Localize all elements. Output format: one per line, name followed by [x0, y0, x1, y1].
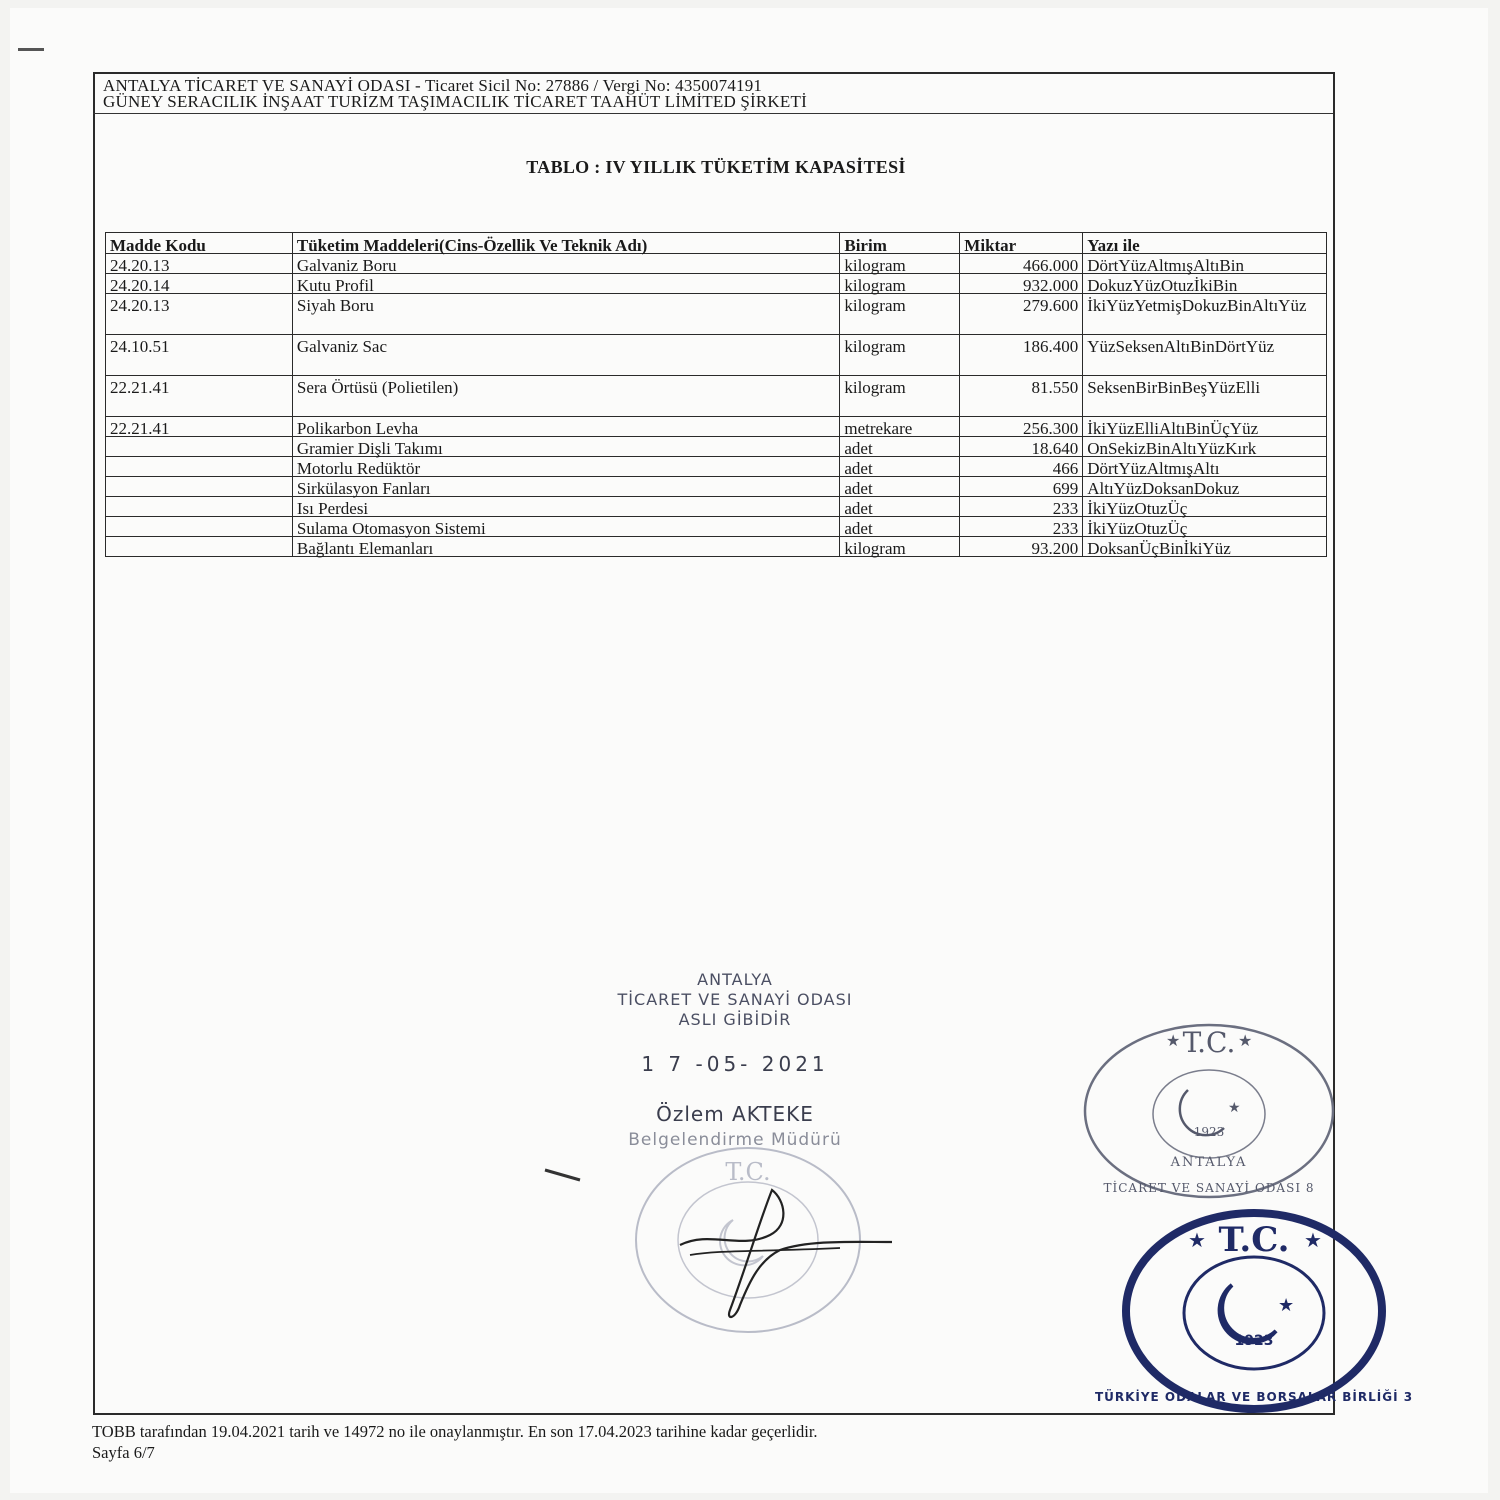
table-title: TABLO : IV YILLIK TÜKETİM KAPASİTESİ — [526, 157, 906, 177]
cell-item: Isı Perdesi — [292, 497, 840, 517]
cell-quantity: 699 — [960, 477, 1083, 497]
seal-year: 1923 — [1193, 1125, 1225, 1139]
cell-code — [106, 437, 293, 457]
column-header-quantity: Miktar — [960, 233, 1083, 254]
cell-item: Gramier Dişli Takımı — [292, 437, 840, 457]
cell-quantity: 81.550 — [960, 376, 1083, 417]
cell-unit: adet — [840, 437, 960, 457]
stamp-certified-copy: ASLI GİBİDİR — [678, 1010, 792, 1029]
cell-unit: metrekare — [840, 417, 960, 437]
cell-item: Siyah Boru — [292, 294, 840, 335]
cell-item: Motorlu Redüktör — [292, 457, 840, 477]
document-footer — [92, 1421, 818, 1463]
cell-item: Galvaniz Boru — [292, 254, 840, 274]
cell-quantity: 233 — [960, 497, 1083, 517]
seal-ring-text: TİCARET VE SANAYİ ODASI 8 — [1103, 1181, 1315, 1195]
cell-quantity: 279.600 — [960, 294, 1083, 335]
svg-text:★: ★ — [1278, 1295, 1295, 1315]
signature — [540, 1160, 900, 1330]
header-divider — [93, 113, 1333, 114]
seal-year: 1923 — [1234, 1333, 1274, 1349]
cell-quantity: 18.640 — [960, 437, 1083, 457]
cell-unit: adet — [840, 517, 960, 537]
cell-quantity: 233 — [960, 517, 1083, 537]
cell-in-words: İkiYüzElliAltıBinÜçYüz — [1083, 417, 1327, 437]
cell-code: 22.21.41 — [106, 417, 293, 437]
cell-in-words: İkiYüzOtuzÜç — [1083, 517, 1327, 537]
stamp-date: 1 7 -05- 2021 — [641, 1052, 829, 1076]
cell-in-words: DoksanÜçBinİkiYüz — [1083, 537, 1327, 557]
header-line-company: GÜNEY SERACILIK İNŞAAT TURİZM TAŞIMACILIK TİCARET TAAHÜT LİMİTED ŞİRKETİ — [103, 92, 807, 111]
chamber-seal — [1078, 1016, 1340, 1206]
cell-item: Galvaniz Sac — [292, 335, 840, 376]
signatory-name: Özlem AKTEKE — [656, 1102, 814, 1126]
cell-item: Bağlantı Elemanları — [292, 537, 840, 557]
cell-quantity: 256.300 — [960, 417, 1083, 437]
column-header-code: Madde Kodu — [106, 233, 293, 254]
cell-in-words: DörtYüzAltmışAltı — [1083, 457, 1327, 477]
cell-code: 24.20.13 — [106, 254, 293, 274]
cell-item: Sera Örtüsü (Polietilen) — [292, 376, 840, 417]
cell-code: 24.10.51 — [106, 335, 293, 376]
cell-item: Sulama Otomasyon Sistemi — [292, 517, 840, 537]
table-row — [106, 517, 1327, 537]
cell-code — [106, 477, 293, 497]
table-row — [106, 335, 1327, 376]
cell-unit: kilogram — [840, 254, 960, 274]
column-header-unit: Birim — [840, 233, 960, 254]
svg-text:T.C.: T.C. — [725, 1158, 771, 1186]
seal-top-text: T.C. — [1182, 1026, 1236, 1059]
svg-text:★: ★ — [1304, 1230, 1322, 1252]
svg-text:★: ★ — [1228, 1101, 1241, 1116]
document-header — [103, 78, 1333, 110]
page-number: Sayfa 6/7 — [92, 1443, 155, 1462]
column-header-item: Tüketim Maddeleri(Cins-Özellik Ve Teknik Adı) — [292, 233, 840, 254]
cell-quantity: 932.000 — [960, 274, 1083, 294]
table-header-row — [106, 233, 1327, 254]
seal-ring-text: TÜRKİYE ODALAR VE BORSALAR BİRLİĞİ 3 — [1094, 1390, 1414, 1404]
cell-unit: kilogram — [840, 537, 960, 557]
table-row — [106, 254, 1327, 274]
consumption-table — [105, 232, 1327, 557]
certified-copy-stamp — [520, 970, 950, 1150]
cell-quantity: 466 — [960, 457, 1083, 477]
cell-unit: kilogram — [840, 376, 960, 417]
cell-code — [106, 457, 293, 477]
tobb-seal — [1094, 1205, 1414, 1417]
svg-text:★: ★ — [1188, 1230, 1206, 1252]
svg-text:★: ★ — [1166, 1033, 1181, 1050]
cell-quantity: 186.400 — [960, 335, 1083, 376]
cell-unit: adet — [840, 497, 960, 517]
cell-unit: kilogram — [840, 294, 960, 335]
signatory-role: Belgelendirme Müdürü — [628, 1130, 842, 1150]
table-row — [106, 274, 1327, 294]
seal-middle-text: ANTALYA — [1170, 1155, 1248, 1170]
approval-note: TOBB tarafından 19.04.2021 tarih ve 14972 no ile onaylanmıştır. En son 17.04.2023 tarihine kadar geçerlidir. — [92, 1422, 818, 1441]
table-row — [106, 294, 1327, 335]
cell-in-words: AltıYüzDoksanDokuz — [1083, 477, 1327, 497]
seal-top-text: T.C. — [1218, 1220, 1290, 1260]
header-line-chamber: ANTALYA TİCARET VE SANAYİ ODASI - Ticaret Sicil No: 27886 / Vergi No: 4350074191 — [103, 76, 763, 95]
cell-in-words: DokuzYüzOtuzİkiBin — [1083, 274, 1327, 294]
cell-unit: adet — [840, 457, 960, 477]
table-row — [106, 497, 1327, 517]
cell-item: Kutu Profil — [292, 274, 840, 294]
stamp-chamber: TİCARET VE SANAYİ ODASI — [617, 990, 853, 1009]
cell-in-words: OnSekizBinAltıYüzKırk — [1083, 437, 1327, 457]
svg-text:★: ★ — [1238, 1033, 1253, 1050]
cell-unit: kilogram — [840, 335, 960, 376]
scan-mark — [18, 48, 44, 51]
cell-in-words: DörtYüzAltmışAltıBin — [1083, 254, 1327, 274]
cell-code: 24.20.14 — [106, 274, 293, 294]
cell-in-words: YüzSeksenAltıBinDörtYüz — [1083, 335, 1327, 376]
cell-item: Polikarbon Levha — [292, 417, 840, 437]
cell-quantity: 466.000 — [960, 254, 1083, 274]
stamp-city: ANTALYA — [697, 970, 773, 989]
cell-in-words: SeksenBirBinBeşYüzElli — [1083, 376, 1327, 417]
cell-in-words: İkiYüzOtuzÜç — [1083, 497, 1327, 517]
column-header-in-words: Yazı ile — [1083, 233, 1327, 254]
table-row — [106, 477, 1327, 497]
cell-unit: adet — [840, 477, 960, 497]
cell-code — [106, 517, 293, 537]
cell-unit: kilogram — [840, 274, 960, 294]
cell-in-words: İkiYüzYetmişDokuzBinAltıYüz — [1083, 294, 1327, 335]
table-row — [106, 437, 1327, 457]
cell-code: 22.21.41 — [106, 376, 293, 417]
table-row — [106, 376, 1327, 417]
cell-code — [106, 537, 293, 557]
table-row — [106, 417, 1327, 437]
table-row — [106, 537, 1327, 557]
cell-item: Sirkülasyon Fanları — [292, 477, 840, 497]
table-row — [106, 457, 1327, 477]
cell-quantity: 93.200 — [960, 537, 1083, 557]
cell-code: 24.20.13 — [106, 294, 293, 335]
cell-code — [106, 497, 293, 517]
